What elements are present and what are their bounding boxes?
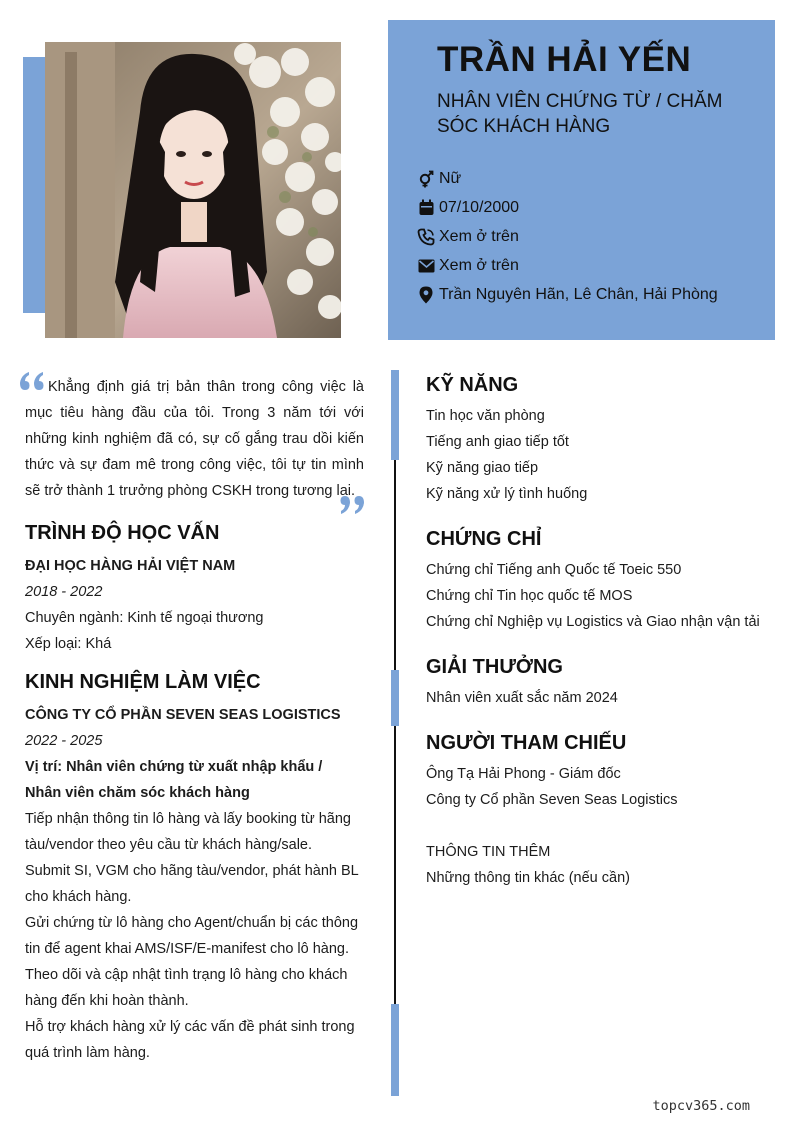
- certificates-heading: CHỨNG CHỈ: [426, 528, 542, 550]
- skill-item: Tin học văn phòng: [426, 408, 545, 424]
- skill-item: Tiếng anh giao tiếp tốt: [426, 434, 569, 450]
- footer-watermark: topcv365.com: [652, 1098, 750, 1114]
- birthday-row: [416, 193, 718, 222]
- certificate-item: Chứng chỉ Nghiệp vụ Logistics và Giao nhận vận tải: [426, 614, 760, 630]
- birthday-value: 07/10/2000: [439, 198, 520, 216]
- career-objective: Khẳng định giá trị bản thân trong công việc là mục tiêu hàng đầu của tôi. Trong 3 năm tới với những kinh nghiệm đã có, sự cố gắng trau dồi kiến thức và sự đam mê trong công việc, tôi tự tin mình sẽ trở thành 1 trưởng phòng CSKH trong tương lai.: [25, 379, 364, 499]
- education-period: 2018 - 2022: [25, 584, 103, 600]
- extra-info-text: Những thông tin khác (nếu cần): [426, 870, 630, 886]
- reference-item: Ông Tạ Hải Phong - Giám đốc: [426, 766, 621, 782]
- candidate-name: TRẦN HẢI YẾN: [437, 40, 692, 79]
- experience-company: CÔNG TY CỔ PHẦN SEVEN SEAS LOGISTICS: [25, 707, 341, 723]
- experience-heading: KINH NGHIỆM LÀM VIỆC: [25, 671, 261, 693]
- awards-heading: GIẢI THƯỞNG: [426, 656, 563, 678]
- experience-duty: Tiếp nhận thông tin lô hàng và lấy booking từ hãng tàu/vendor theo yêu cầu từ khách hàng/sale.: [25, 811, 351, 853]
- email-value: Xem ở trên: [439, 256, 519, 274]
- experience-position-line1: Vị trí: Nhân viên chứng từ xuất nhập khẩu /: [25, 759, 323, 775]
- education-school: ĐẠI HỌC HÀNG HẢI VIỆT NAM: [25, 558, 236, 574]
- experience-duty: Theo dõi và cập nhật tình trạng lô hàng cho khách hàng đến khi hoàn thành.: [25, 967, 348, 1009]
- phone-icon: [416, 228, 436, 246]
- phone-value: Xem ở trên: [439, 227, 519, 245]
- skill-item: Kỹ năng xử lý tình huống: [426, 486, 588, 502]
- job-title: NHÂN VIÊN CHỨNG TỪ / CHĂM SÓC KHÁCH HÀNG: [437, 91, 723, 137]
- experience-duty: Gửi chứng từ lô hàng cho Agent/chuẩn bị các thông tin để agent khai AMS/ISF/E-manifest cho lô hàng.: [25, 915, 359, 957]
- column-divider: [394, 372, 396, 1094]
- experience-position-line2: Nhân viên chăm sóc khách hàng: [25, 785, 250, 801]
- references-heading: NGƯỜI THAM CHIẾU: [426, 732, 627, 754]
- education-major: Chuyên ngành: Kinh tế ngoại thương: [25, 610, 264, 626]
- envelope-icon: [416, 257, 436, 275]
- address-value: Trần Nguyên Hãn, Lê Chân, Hải Phòng: [439, 285, 718, 303]
- phone-row: [416, 222, 718, 251]
- extra-info-heading: THÔNG TIN THÊM: [426, 844, 551, 860]
- calendar-icon: [416, 199, 436, 217]
- experience-duty: Submit SI, VGM cho hãng tàu/vendor, phát hành BL cho khách hàng.: [25, 863, 359, 905]
- email-row: [416, 251, 718, 280]
- divider-accent: [391, 370, 399, 460]
- contact-info: [416, 164, 718, 309]
- gender-icon: [416, 170, 436, 188]
- certificate-item: Chứng chỉ Tiếng anh Quốc tế Toeic 550: [426, 562, 682, 578]
- skills-heading: KỸ NĂNG: [426, 374, 519, 396]
- profile-photo: [45, 42, 341, 338]
- map-pin-icon: [416, 286, 436, 304]
- award-item: Nhân viên xuất sắc năm 2024: [426, 690, 618, 706]
- reference-item: Công ty Cổ phần Seven Seas Logistics: [426, 792, 678, 808]
- skill-item: Kỹ năng giao tiếp: [426, 460, 539, 476]
- experience-duty: Hỗ trợ khách hàng xử lý các vấn đề phát sinh trong quá trình làm hàng.: [25, 1019, 355, 1061]
- experience-period: 2022 - 2025: [25, 733, 103, 749]
- divider-accent: [391, 1004, 399, 1096]
- education-heading: TRÌNH ĐỘ HỌC VẤN: [25, 522, 220, 544]
- gender-value: Nữ: [439, 169, 462, 187]
- right-column: [426, 374, 766, 891]
- divider-accent: [391, 670, 399, 726]
- education-grade: Xếp loại: Khá: [25, 636, 112, 652]
- left-column: [25, 374, 364, 1066]
- address-row: [416, 280, 718, 309]
- gender-row: [416, 164, 718, 193]
- certificate-item: Chứng chỉ Tin học quốc tế MOS: [426, 588, 633, 604]
